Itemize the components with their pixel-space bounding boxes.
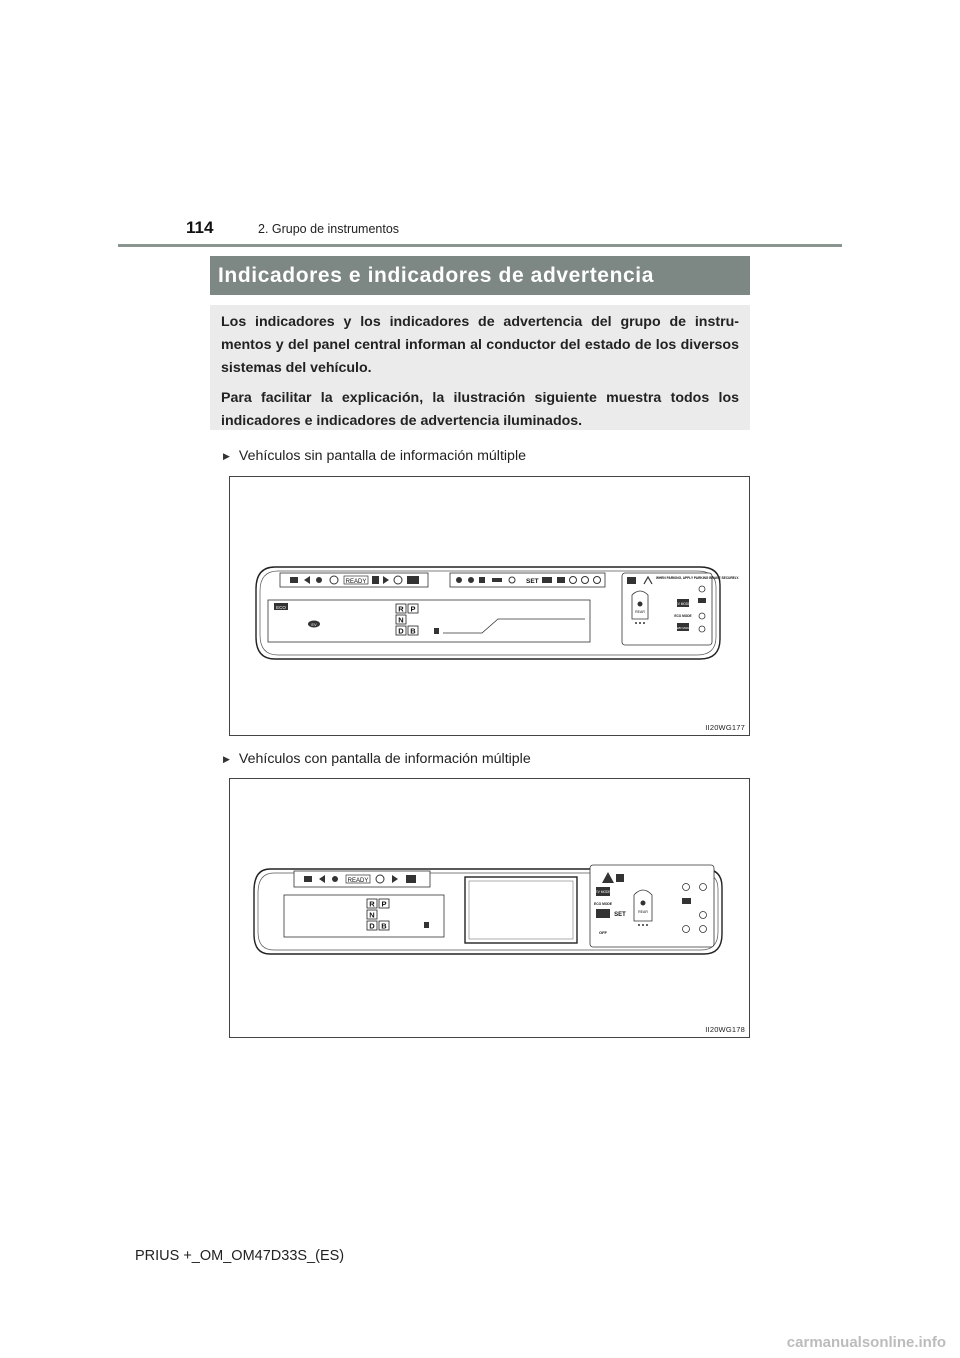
eco-mode-label: ECO MODE [674, 614, 692, 618]
hood-icon [698, 598, 706, 603]
ready-label: READY [347, 878, 369, 884]
figure-1-code: II20WG177 [705, 723, 745, 732]
seatbelt-icon [332, 876, 338, 882]
gear-b-label: B [381, 921, 387, 931]
fuel-icon [434, 628, 439, 634]
footer-document-code: PRIUS +_OM_OM47D33S_(ES) [135, 1248, 345, 1264]
power-indicator [596, 909, 610, 918]
parking-warning-text: WHEN PARKING, APPLY PARKING BRAKE SECURELY. [656, 576, 740, 580]
passenger-icon [468, 577, 474, 583]
gear-b-label: B [410, 626, 416, 636]
headlight-icon [304, 876, 312, 882]
gear-n-label: N [398, 615, 404, 625]
fuel-icon [424, 922, 429, 928]
gear-r-label: R [369, 899, 375, 909]
smart-key-icon [616, 874, 624, 882]
airbag-icon [456, 577, 462, 583]
gear-d-label: D [369, 921, 375, 931]
gear-p-label: P [381, 899, 387, 909]
figure-2-caption-text: Vehículos con pantalla de información múltiple [238, 751, 531, 767]
battery-icon [542, 577, 552, 583]
off-label: OFF [599, 930, 607, 935]
multi-information-display [465, 877, 577, 943]
gear-n-label: N [369, 910, 375, 920]
check-icon [372, 576, 379, 584]
coolant-icon [479, 577, 485, 583]
rear-label: REAR [638, 910, 648, 914]
set-label: SET [526, 578, 539, 585]
headlight-icon [290, 577, 298, 583]
power-mode-label: PWR MODE [674, 626, 692, 630]
door-icon [557, 577, 565, 583]
figure-1-caption-text: Vehículos sin pantalla de información múltiple [238, 448, 526, 464]
smart-key-icon [627, 577, 636, 584]
instrument-cluster-illustration-1 [230, 477, 749, 735]
page-number: 114 [186, 218, 214, 237]
slip-indicator-icon [407, 576, 419, 584]
header-rule [118, 244, 842, 247]
rear-seat-icon [641, 901, 646, 906]
intro-paragraph-1: Los indicadores y los indicadores de advertencia del grupo de instru-mentos y del panel central informan al conductor del estado de los diversos sistemas del vehículo. [221, 314, 739, 376]
ev-mode-label: EV MODE [675, 602, 691, 606]
ev-label: EV [311, 622, 317, 627]
triangle-bullet-icon: ▶ [223, 753, 230, 764]
intro-paragraph-2: Para facilitar la explicación, la ilustración siguiente muestra todos los indicadores e indicadores de advertencia iluminados. [221, 390, 739, 429]
figure-2 [229, 778, 750, 1038]
instrument-cluster-illustration-2 [230, 779, 749, 1037]
intro-box [210, 305, 750, 430]
section-title: 2. Grupo de instrumentos [258, 222, 400, 236]
slip-indicator-icon [406, 875, 416, 883]
gear-r-label: R [398, 604, 404, 614]
set-label: SET [614, 912, 626, 918]
seatbelt-icon [316, 577, 322, 583]
eco-mode-label: ECO MODE [594, 902, 612, 906]
left-display [284, 895, 444, 937]
triangle-bullet-icon: ▶ [223, 450, 230, 461]
figure-2-caption [223, 751, 531, 767]
ready-label: READY [345, 579, 367, 585]
rear-label: REAR [635, 610, 645, 614]
ev-mode-label: EV MODE [595, 890, 611, 894]
rear-seat-icon [638, 602, 643, 607]
oil-icon [492, 578, 502, 582]
eco-label: ECO [276, 605, 286, 610]
gear-d-label: D [398, 626, 404, 636]
figure-1 [229, 476, 750, 736]
gear-p-label: P [410, 604, 416, 614]
page-heading: Indicadores e indicadores de advertencia [210, 256, 750, 295]
figure-1-caption [223, 448, 526, 464]
watermark: carmanualsonline.info [786, 1334, 946, 1351]
figure-2-code: II20WG178 [705, 1025, 745, 1034]
battery-icon [682, 898, 691, 904]
